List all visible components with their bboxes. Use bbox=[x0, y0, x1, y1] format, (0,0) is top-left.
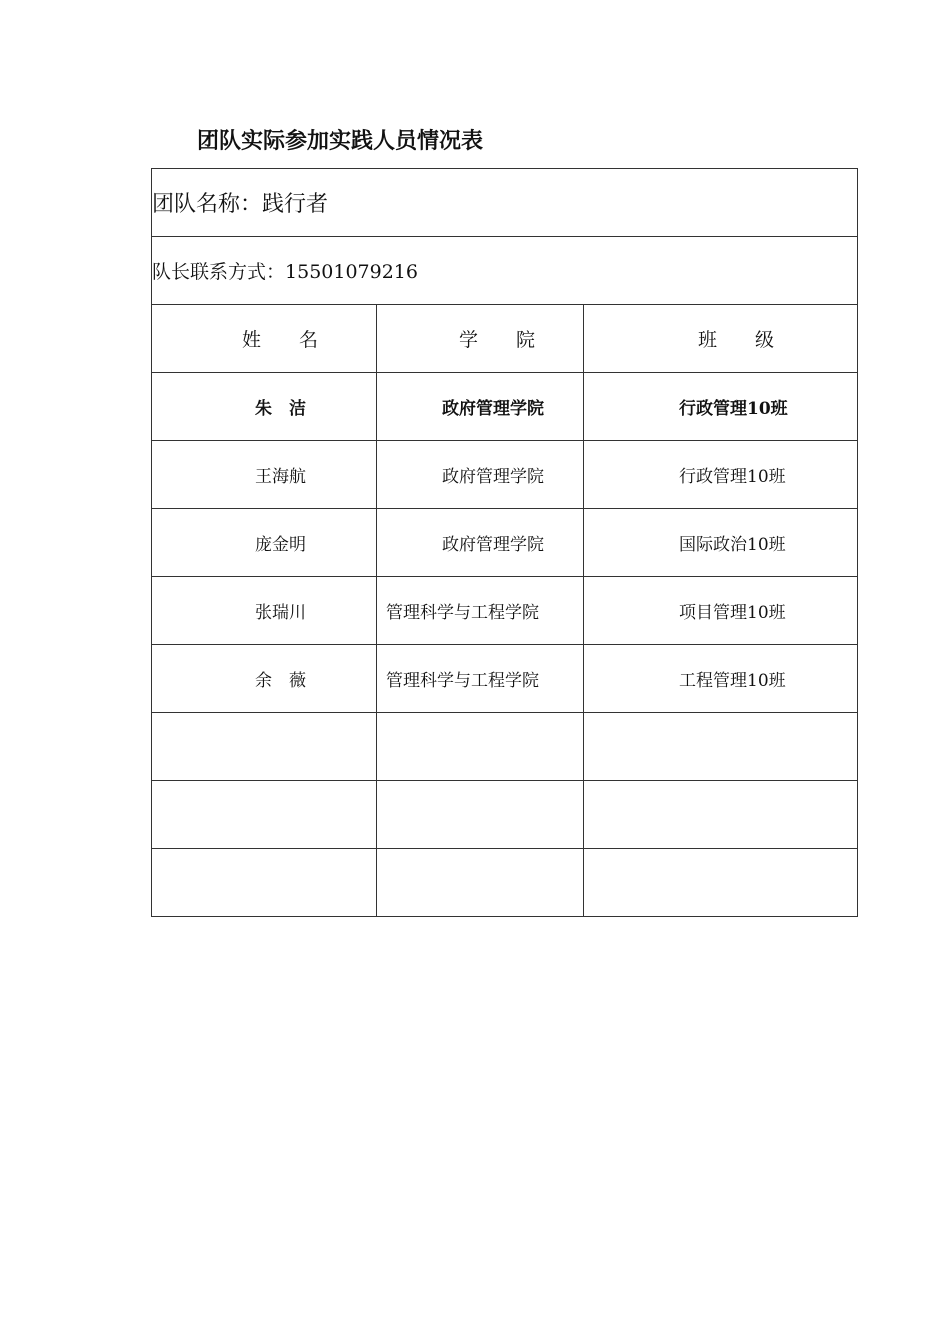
member-class: 行政管理10班 bbox=[679, 467, 786, 487]
member-name: 王海航 bbox=[255, 467, 306, 487]
member-class-cell bbox=[584, 577, 858, 645]
contact-row bbox=[152, 237, 858, 305]
header-class-cell bbox=[584, 305, 858, 373]
header-row bbox=[152, 305, 858, 373]
contact-label: 队长联系方式： bbox=[152, 261, 286, 283]
member-class: 项目管理10班 bbox=[679, 603, 786, 623]
member-name: 朱 洁 bbox=[255, 399, 306, 419]
page-title: 团队实际参加实践人员情况表 bbox=[197, 129, 484, 154]
member-college: 管理科学与工程学院 bbox=[386, 603, 539, 623]
contact-value: 15501079216 bbox=[285, 261, 418, 283]
team-name-cell bbox=[152, 169, 858, 237]
member-name-cell bbox=[152, 441, 377, 509]
header-college-cell bbox=[377, 305, 584, 373]
member-college-cell bbox=[377, 441, 584, 509]
team-name-row bbox=[152, 169, 858, 237]
member-name: 余 薇 bbox=[255, 671, 306, 691]
member-college: 政府管理学院 bbox=[442, 399, 544, 419]
table-row bbox=[152, 441, 858, 509]
member-name-cell bbox=[152, 645, 377, 713]
member-name: 张瑞川 bbox=[255, 603, 306, 623]
member-college-cell bbox=[377, 373, 584, 441]
member-table bbox=[151, 168, 858, 917]
member-college-cell bbox=[377, 577, 584, 645]
member-name-cell bbox=[152, 509, 377, 577]
table-row bbox=[152, 373, 858, 441]
member-class: 行政管理10班 bbox=[679, 399, 788, 419]
member-class-cell bbox=[584, 509, 858, 577]
member-class: 工程管理10班 bbox=[679, 671, 786, 691]
empty-row bbox=[152, 781, 858, 849]
member-college-cell bbox=[377, 509, 584, 577]
table-row bbox=[152, 645, 858, 713]
header-name: 姓 名 bbox=[242, 329, 319, 351]
empty-row bbox=[152, 849, 858, 917]
empty-cell bbox=[584, 849, 858, 917]
member-name-cell bbox=[152, 577, 377, 645]
header-college: 学 院 bbox=[459, 329, 536, 351]
member-college: 政府管理学院 bbox=[442, 535, 544, 555]
empty-cell bbox=[377, 713, 584, 781]
member-class-cell bbox=[584, 373, 858, 441]
table-row bbox=[152, 509, 858, 577]
empty-cell bbox=[152, 713, 377, 781]
member-college-cell bbox=[377, 645, 584, 713]
empty-cell bbox=[152, 849, 377, 917]
member-college: 政府管理学院 bbox=[442, 467, 544, 487]
member-class-cell bbox=[584, 441, 858, 509]
empty-row bbox=[152, 713, 858, 781]
member-name: 庞金明 bbox=[255, 535, 306, 555]
team-name-label: 团队名称： bbox=[152, 192, 263, 217]
empty-cell bbox=[584, 781, 858, 849]
empty-cell bbox=[377, 781, 584, 849]
header-name-cell bbox=[152, 305, 377, 373]
table-row bbox=[152, 577, 858, 645]
contact-cell bbox=[152, 237, 858, 305]
member-class-cell bbox=[584, 645, 858, 713]
member-college: 管理科学与工程学院 bbox=[386, 671, 539, 691]
header-class: 班 级 bbox=[698, 329, 775, 351]
empty-cell bbox=[584, 713, 858, 781]
empty-cell bbox=[152, 781, 377, 849]
empty-cell bbox=[377, 849, 584, 917]
team-name-value: 践行者 bbox=[262, 192, 329, 217]
member-class: 国际政治10班 bbox=[679, 535, 786, 555]
member-name-cell bbox=[152, 373, 377, 441]
